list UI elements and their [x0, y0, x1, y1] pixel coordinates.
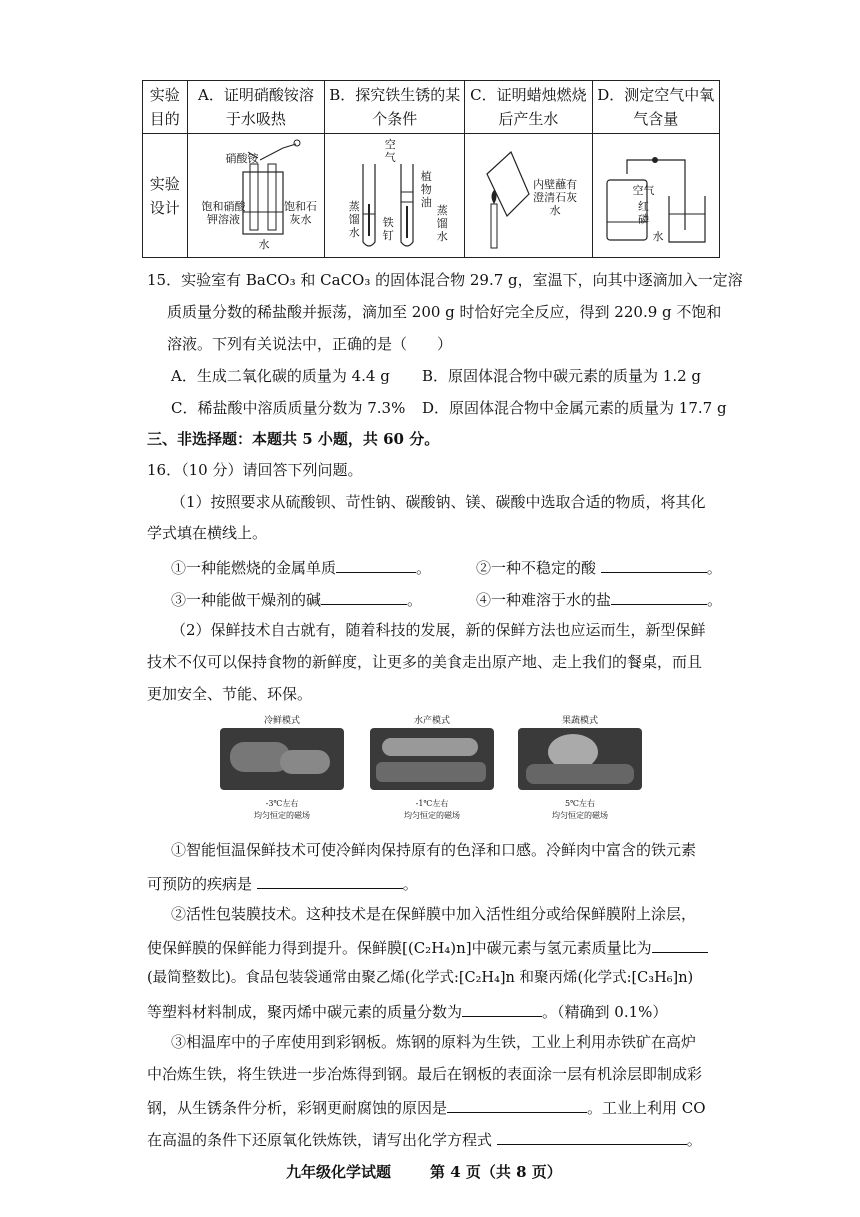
q15-stem-line1: 15．实验室有 BaCO₃ 和 CaCO₃ 的固体混合物 29.7 g，室温下，向其中逐滴加入一定溶 [147, 271, 743, 289]
q15-stem-line2: 质质量分数的稀盐酸并振荡，滴加至 200 g 时恰好完全反应，得到 220.9 g 不饱和 [167, 303, 722, 321]
design-a [187, 134, 325, 258]
q16-sub1-line2: 可预防的疾病是 。 [147, 872, 418, 894]
q16-part2-line2: 技术不仅可以保持食物的新鲜度，让更多的美食走出原产地、走上我们的餐桌，而且 [147, 653, 703, 671]
q16-item2: ②一种不稳定的酸 。 [476, 556, 722, 578]
blank-disease[interactable] [257, 872, 403, 889]
label-red-phosphorus: 红磷 [638, 200, 650, 226]
q16-title: 16．（10 分）请回答下列问题。 [147, 461, 363, 479]
q16-part1-line1: （1）按照要求从硫酸钡、苛性钠、碳酸钠、镁、碳酸中选取合适的物质，将其化 [171, 493, 706, 511]
q15-option-c: C．稀盐酸中溶质质量分数为 7.3% [171, 399, 406, 417]
q16-sub2-line3: (最简整数比)。食品包装袋通常由聚乙烯(化学式:[C₂H₄]n 和聚丙烯(化学式:[C₃H₆]n) [147, 970, 694, 986]
aquatic-photo [370, 728, 494, 790]
blank-3[interactable] [321, 588, 407, 605]
blank-mass-ratio[interactable] [652, 936, 708, 953]
q16-sub3-line2: 中冶炼生铁，将生铁进一步冶炼得到钢。最后在钢板的表面涂一层有机涂层即制成彩 [147, 1065, 703, 1083]
image3-temp: 5℃左右 [564, 799, 596, 808]
image1-title: 冷鲜模式 [263, 716, 300, 726]
purpose-c: C．证明蜡烛燃烧后产生水 [465, 81, 592, 134]
design-c [465, 134, 592, 258]
q16-sub1-line1: ①智能恒温保鲜技术可使冷鲜肉保持原有的色泽和口感。冷鲜肉中富含的铁元素 [171, 841, 697, 859]
q16-sub3-line4: 在高温的条件下还原氧化铁炼铁，请写出化学方程式 。 [147, 1128, 702, 1150]
label-ammonium-nitrate: 硝酸铵 [225, 152, 259, 165]
label-limewater: 饱和石灰水 [284, 200, 318, 226]
image1-temp: -3℃左右 [265, 799, 299, 808]
q15-stem-line3: 溶液。下列有关说法中，正确的是（ ） [167, 335, 453, 353]
image2-temp: -1℃左右 [415, 799, 449, 808]
label-air: 空气 [384, 138, 396, 164]
image1-desc: 均匀恒定的磁场 [254, 811, 310, 820]
q16-part2-line1: （2）保鲜技术自古就有，随着科技的发展，新的保鲜方法也应运而生，新型保鲜 [171, 621, 706, 639]
q15-option-a: A．生成二氧化碳的质量为 4.4 g [171, 367, 390, 385]
purpose-d: D．测定空气中氧气含量 [592, 81, 719, 134]
blank-4[interactable] [611, 588, 707, 605]
footer-subject: 九年级化学试题 [286, 1163, 392, 1181]
blank-carbon-fraction[interactable] [462, 1000, 542, 1017]
q16-sub2-line4: 等塑料材料制成，聚丙烯中碳元素的质量分数为 。（精确到 0.1%） [147, 1000, 667, 1022]
footer-page: 第 4 页（共 8 页） [430, 1163, 562, 1181]
image3-title: 果蔬模式 [561, 716, 598, 726]
purpose-a: A．证明硝酸铵溶于水吸热 [187, 81, 325, 134]
q15-option-b: B．原固体混合物中碳元素的质量为 1.2 g [422, 367, 702, 385]
image2-desc: 均匀恒定的磁场 [404, 811, 460, 820]
design-b [325, 134, 465, 258]
blank-2[interactable] [601, 556, 707, 573]
label-air-d: 空气 [632, 184, 655, 197]
label-oil: 植物油 [420, 170, 432, 209]
q16-sub3-line1: ③相温库中的子库使用到彩钢板。炼钢的原料为生铁，工业上利用赤铁矿在高炉 [171, 1033, 697, 1051]
label-saturated-kno3: 饱和硝酸钾溶液 [201, 200, 246, 226]
q16-sub2-line2: 使保鲜膜的保鲜能力得到提升。保鲜膜[(C₂H₄)n]中碳元素与氢元素质量比为 [147, 936, 708, 958]
header-purpose: 实验目的 [143, 81, 188, 134]
fruit-veg-photo [518, 728, 642, 790]
label-limewater-coated: 内壁蘸有澄清石灰水 [533, 178, 578, 217]
q16-sub3-line3: 钢，从生锈条件分析，彩钢更耐腐蚀的原因是 。工业上利用 CO [147, 1096, 706, 1118]
image2-title: 水产模式 [413, 716, 450, 726]
header-design: 实验设计 [143, 134, 188, 258]
blank-equation[interactable] [497, 1128, 687, 1145]
blank-corrosion-reason[interactable] [447, 1096, 587, 1113]
cold-fresh-meat-photo [220, 728, 344, 790]
label-iron-nail: 铁钉 [382, 216, 394, 242]
q16-part2-line3: 更加安全、节能、环保。 [147, 685, 313, 703]
label-water-a: 水 [258, 238, 270, 251]
experiment-table [142, 80, 720, 258]
q16-item3: ③一种能做干燥剂的碱 。 [171, 588, 422, 610]
section-3-heading: 三、非选择题：本题共 5 小题，共 60 分。 [147, 430, 440, 448]
label-distilled-water-2: 蒸馏水 [436, 204, 448, 243]
design-d [592, 134, 719, 258]
label-distilled-water-1: 蒸馏水 [348, 200, 360, 239]
q15-option-d: D．原固体混合物中金属元素的质量为 17.7 g [422, 399, 727, 417]
q16-item1: ①一种能燃烧的金属单质 。 [171, 556, 431, 578]
q16-part1-line2: 学式填在横线上。 [147, 524, 268, 542]
image3-desc: 均匀恒定的磁场 [552, 811, 608, 820]
q16-sub2-line1: ②活性包装膜技术。这种技术是在保鲜膜中加入活性组分或给保鲜膜附上涂层， [171, 905, 697, 923]
purpose-b: B．探究铁生锈的某个条件 [325, 81, 465, 134]
blank-1[interactable] [336, 556, 416, 573]
label-water-d: 水 [652, 230, 664, 243]
q16-item4: ④一种难溶于水的盐 。 [476, 588, 722, 610]
